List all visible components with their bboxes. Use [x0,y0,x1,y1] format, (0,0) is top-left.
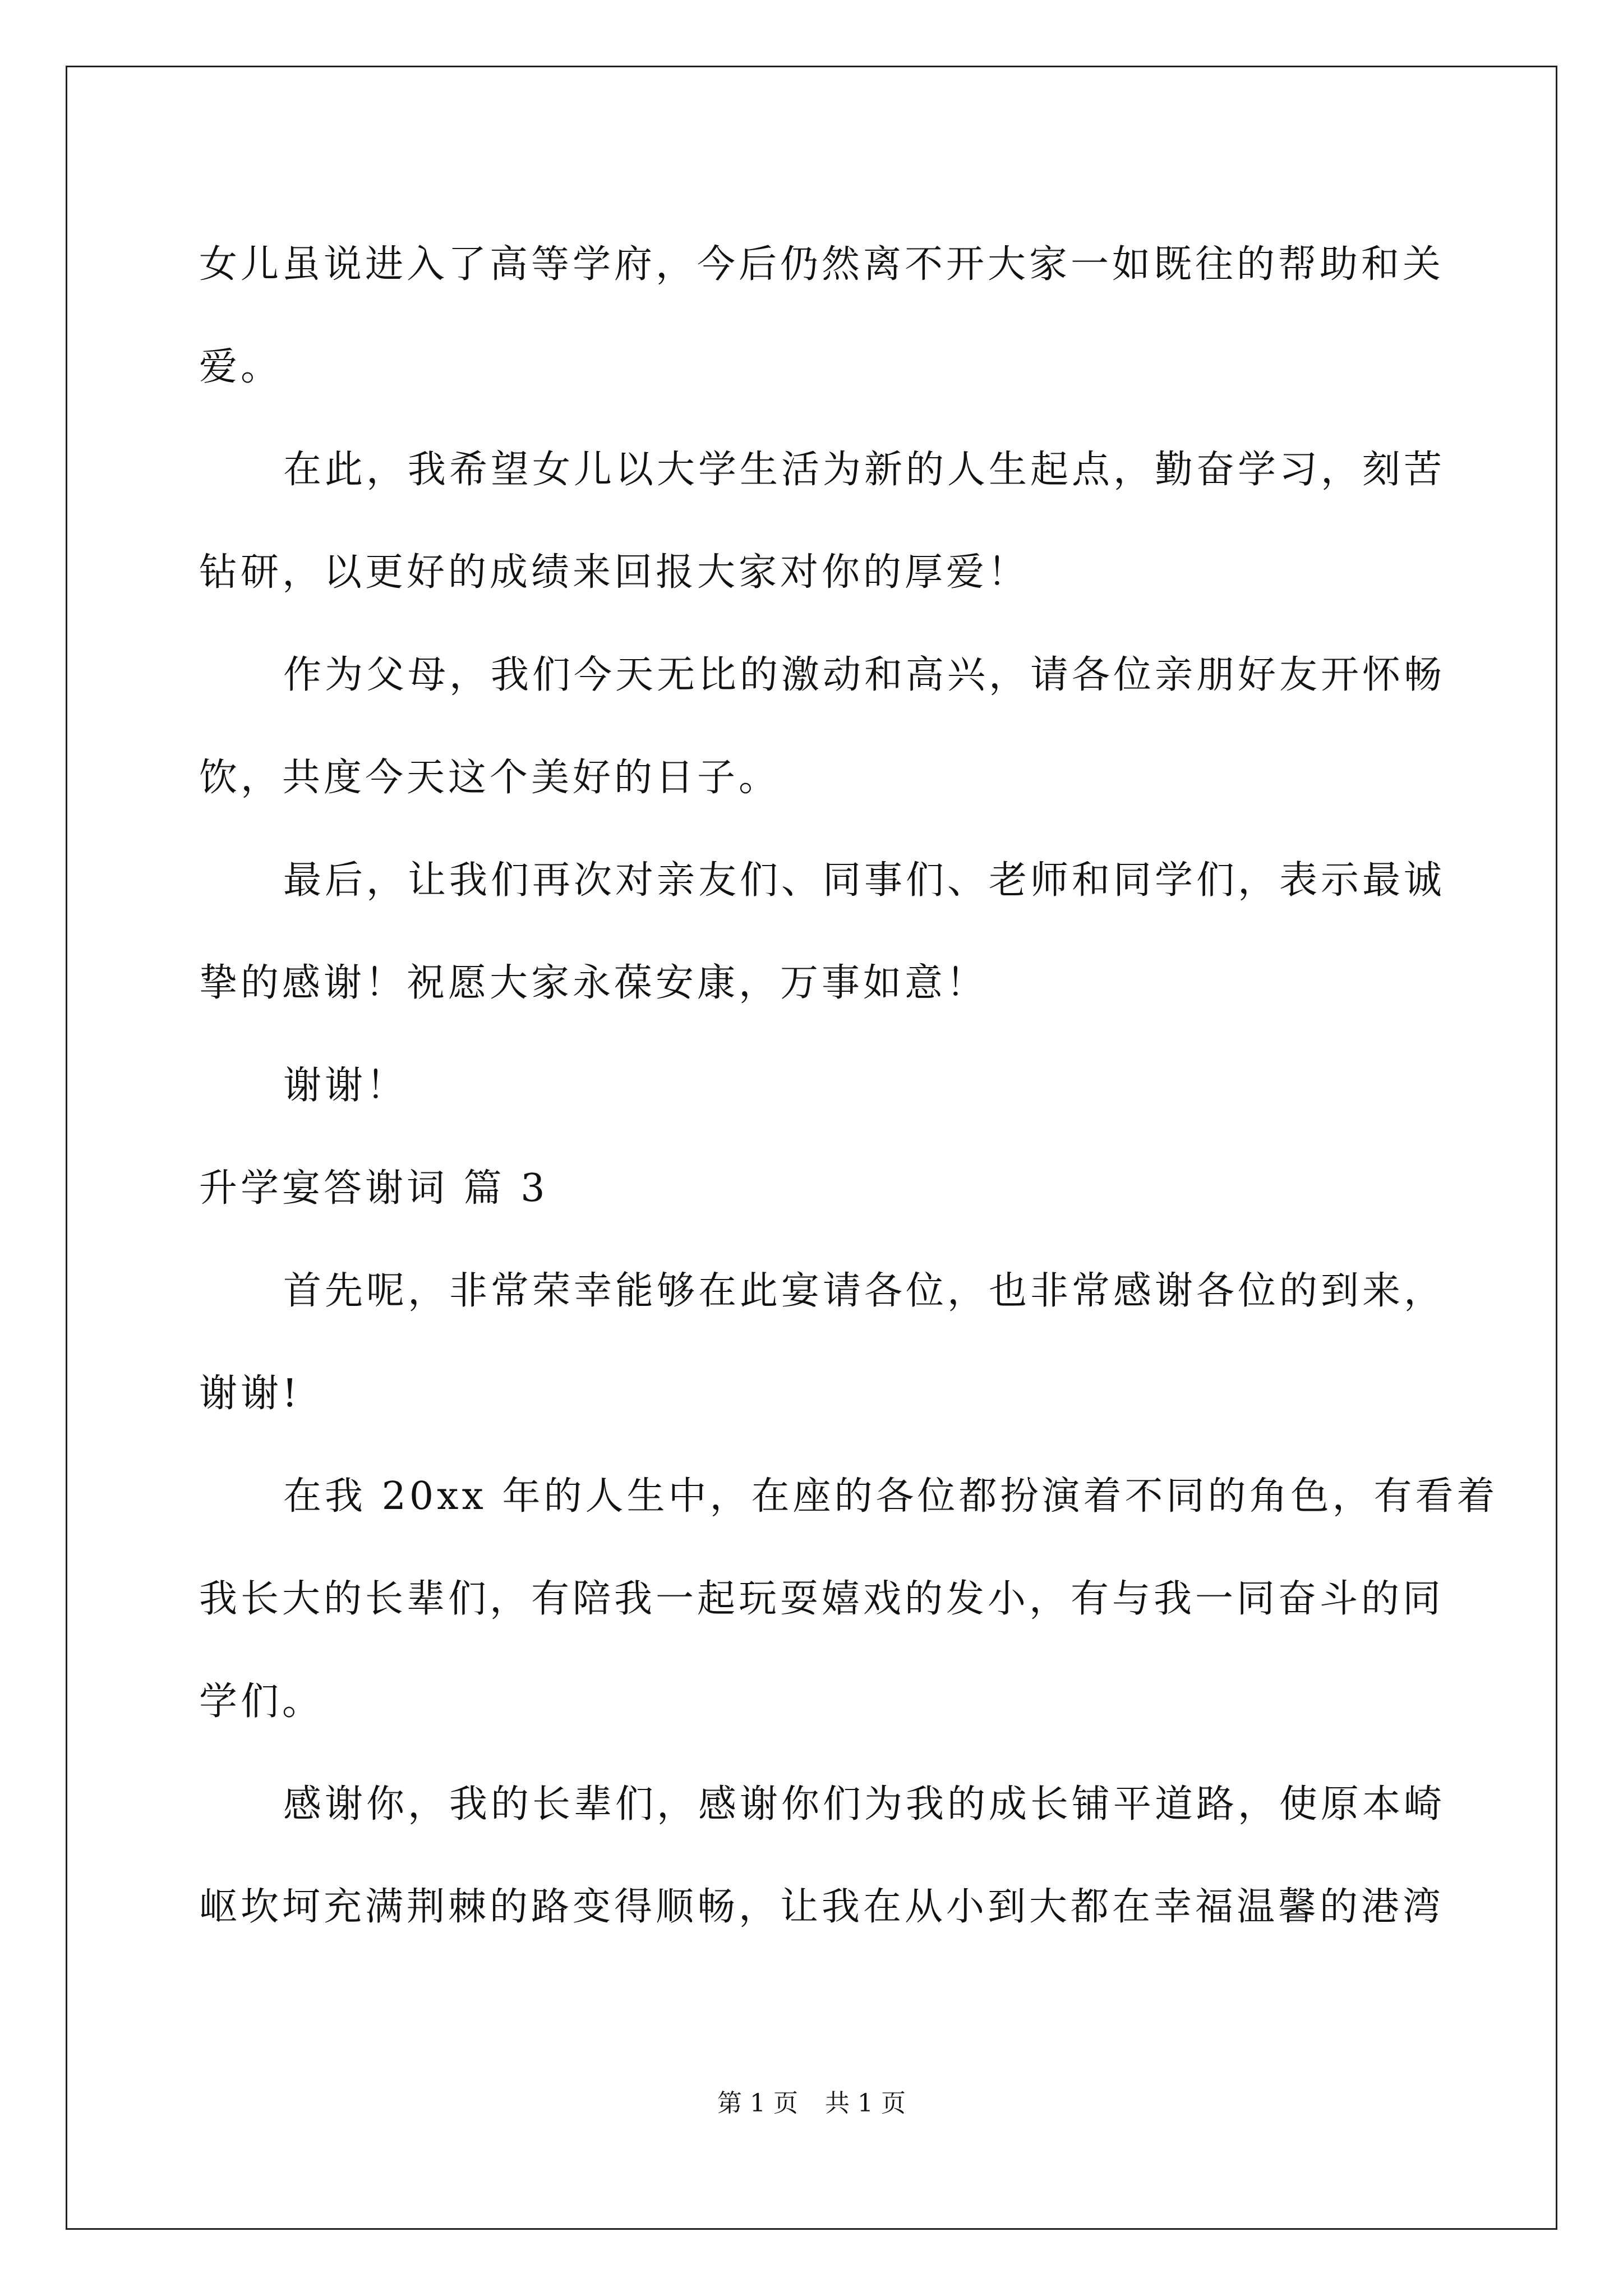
text-line: 爱。 [199,345,283,389]
text-line: 谢谢! [199,1372,301,1416]
text-line: 最后，让我们再次对亲友们、同事们、老师和同学们，表示最诚 [283,858,1446,903]
section-heading: 升学宴答谢词 篇 3 [199,1166,548,1211]
text-line: 挚的感谢！祝愿大家永葆安康，万事如意！ [199,961,988,1005]
text-line: 感谢你，我的长辈们，感谢你们为我的成长铺平道路，使原本崎 [283,1782,1446,1826]
page-number-current: 第 1 页 [717,2089,798,2118]
text-line: 女儿虽说进入了高等学府，今后仍然离不开大家一如既往的帮助和关 [199,242,1445,287]
text-line: 首先呢，非常荣幸能够在此宴请各位，也非常感谢各位的到来， [283,1269,1446,1313]
text-line: 我长大的长辈们，有陪我一起玩耍嬉戏的发小，有与我一同奋斗的同 [199,1577,1445,1621]
text-line: 作为父母，我们今天无比的激动和高兴，请各位亲朋好友开怀畅 [283,653,1446,697]
text-line: 饮，共度今天这个美好的日子。 [199,756,781,800]
page-footer [0,2087,1623,2120]
text-line: 岖坎坷充满荆棘的路变得顺畅，让我在从小到大都在幸福温馨的港湾 [199,1885,1445,1929]
text-line: 谢谢！ [283,1064,408,1108]
text-line: 学们。 [199,1680,324,1724]
page-number-total: 共 1 页 [825,2089,906,2118]
text-line: 钻研，以更好的成绩来回报大家对你的厚爱！ [199,550,1030,595]
text-line: 在我 20xx 年的人生中，在座的各位都扮演着不同的角色，有看着 [283,1474,1498,1519]
document-body [199,213,1498,1958]
text-line: 在此，我希望女儿以大学生活为新的人生起点，勤奋学习，刻苦 [283,448,1446,492]
